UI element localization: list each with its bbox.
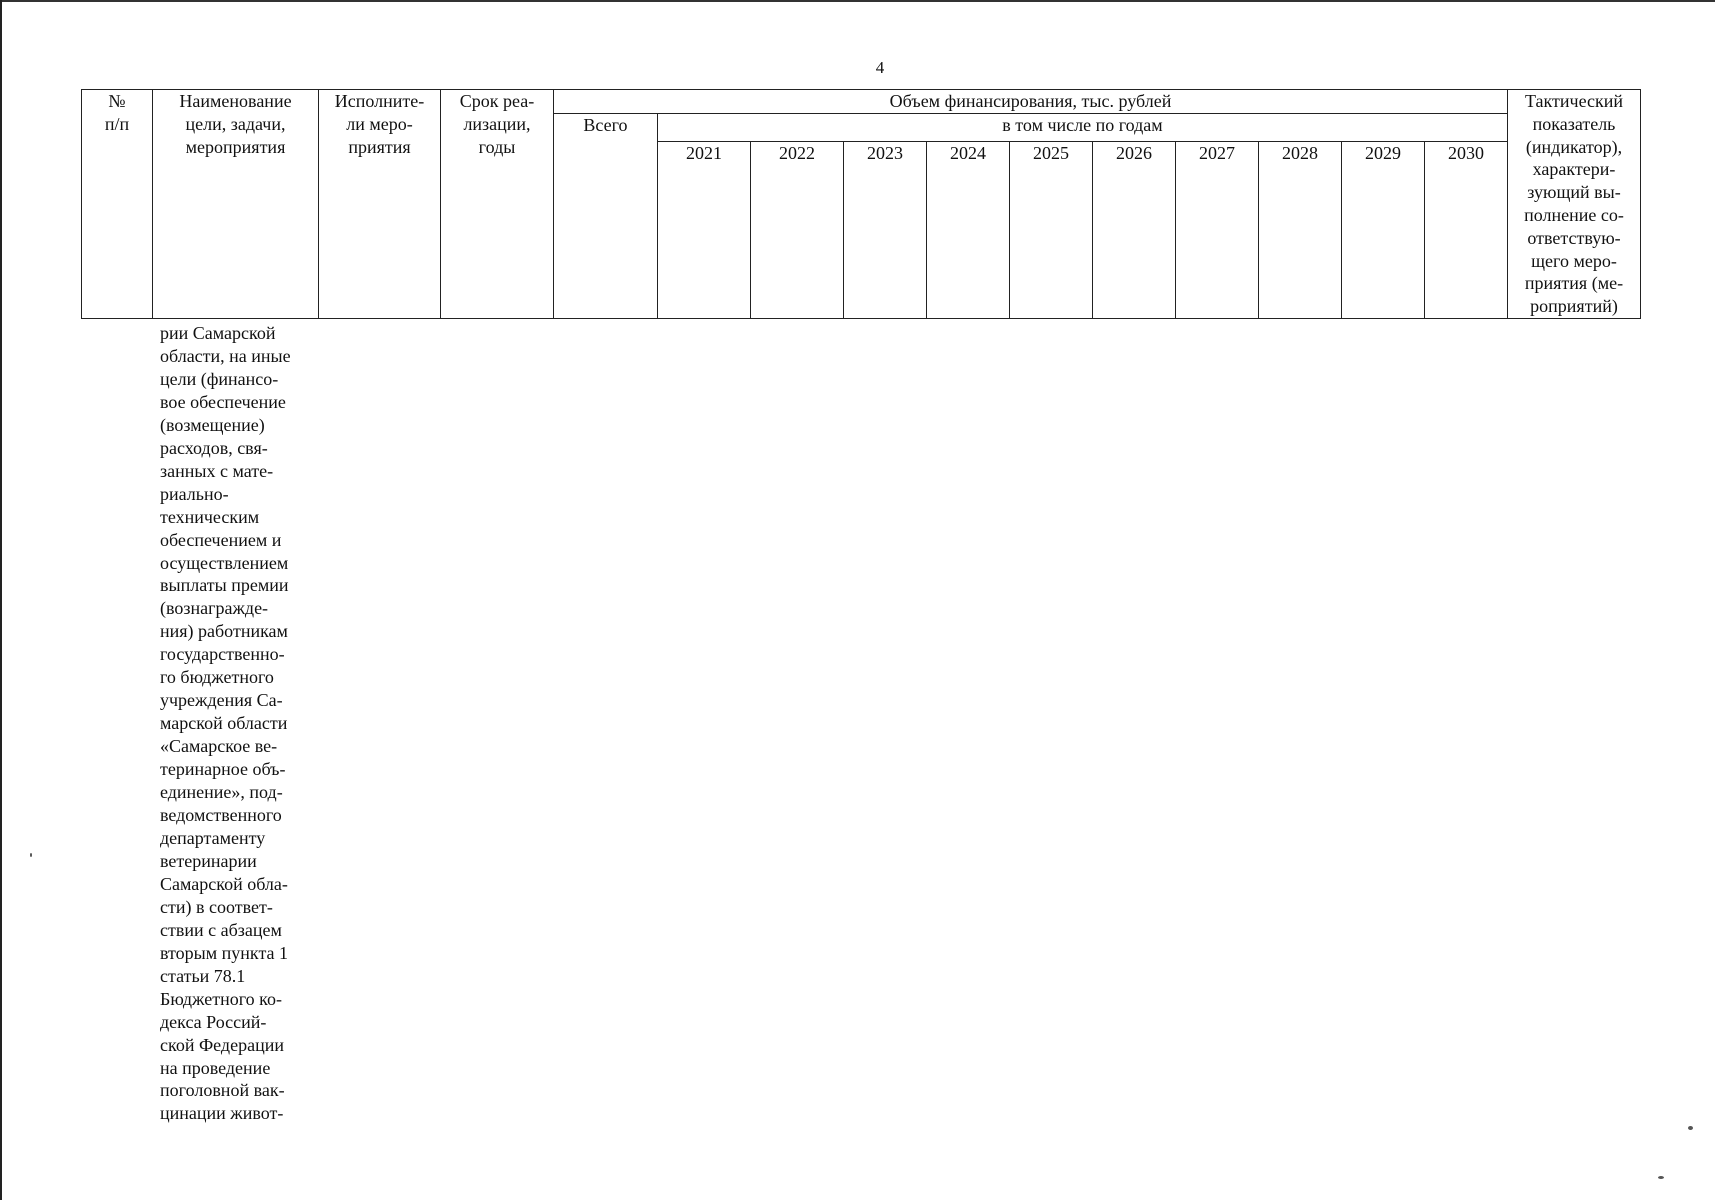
year-header-2026: 2026 — [1093, 142, 1176, 319]
continued-activity-name: рии Самарской области, на иные цели (финансо- вое обеспечение (возмещение) расходов, свя- занных с мате- риально- техническим обеспечением и осуществлением выплаты премии (вознагражде- ния) работникам государственно- го бюджетного учреждения Са- марской области «Самарское ве- теринарное объ- единение», под- ведомственного департаменту ветеринарии Самарской обла- сти) в соответ- ствии с абзацем вторым пункта 1 статьи 78.1 Бюджетного ко- декса Россий- ской Федерации на проведение поголовной вак- цинации живот- — [160, 323, 291, 1124]
year-header-2024: 2024 — [927, 142, 1010, 319]
col-header-total: Всего — [554, 114, 658, 319]
col-header-number: № п/п — [82, 90, 153, 319]
scan-speck — [1688, 1126, 1693, 1130]
year-header-2021: 2021 — [658, 142, 751, 319]
year-header-2029: 2029 — [1342, 142, 1425, 319]
header-table — [81, 89, 1641, 319]
page-number: 4 — [875, 58, 885, 77]
col-header-financing: Объем финансирования, тыс. рублей — [554, 90, 1508, 114]
scan-left-border — [0, 0, 2, 1200]
scan-speck — [1658, 1176, 1664, 1179]
col-header-executor: Исполните- ли меро- приятия — [319, 90, 441, 319]
year-header-2028: 2028 — [1259, 142, 1342, 319]
col-header-period: Срок реа- лизации, годы — [441, 90, 554, 319]
year-header-2027: 2027 — [1176, 142, 1259, 319]
col-header-by-years: в том числе по годам — [658, 114, 1508, 142]
col-header-tactical: Тактический показатель (индикатор), характери- зующий вы- полнение со- ответствую- щего меро- приятия (ме- роприятий) — [1508, 90, 1641, 319]
scan-top-border — [0, 0, 1715, 2]
year-header-2022: 2022 — [751, 142, 844, 319]
year-header-2025: 2025 — [1010, 142, 1093, 319]
year-header-2030: 2030 — [1425, 142, 1508, 319]
col-header-name: Наименование цели, задачи, мероприятия — [153, 90, 319, 319]
year-header-2023: 2023 — [844, 142, 927, 319]
scan-speck — [30, 853, 32, 857]
